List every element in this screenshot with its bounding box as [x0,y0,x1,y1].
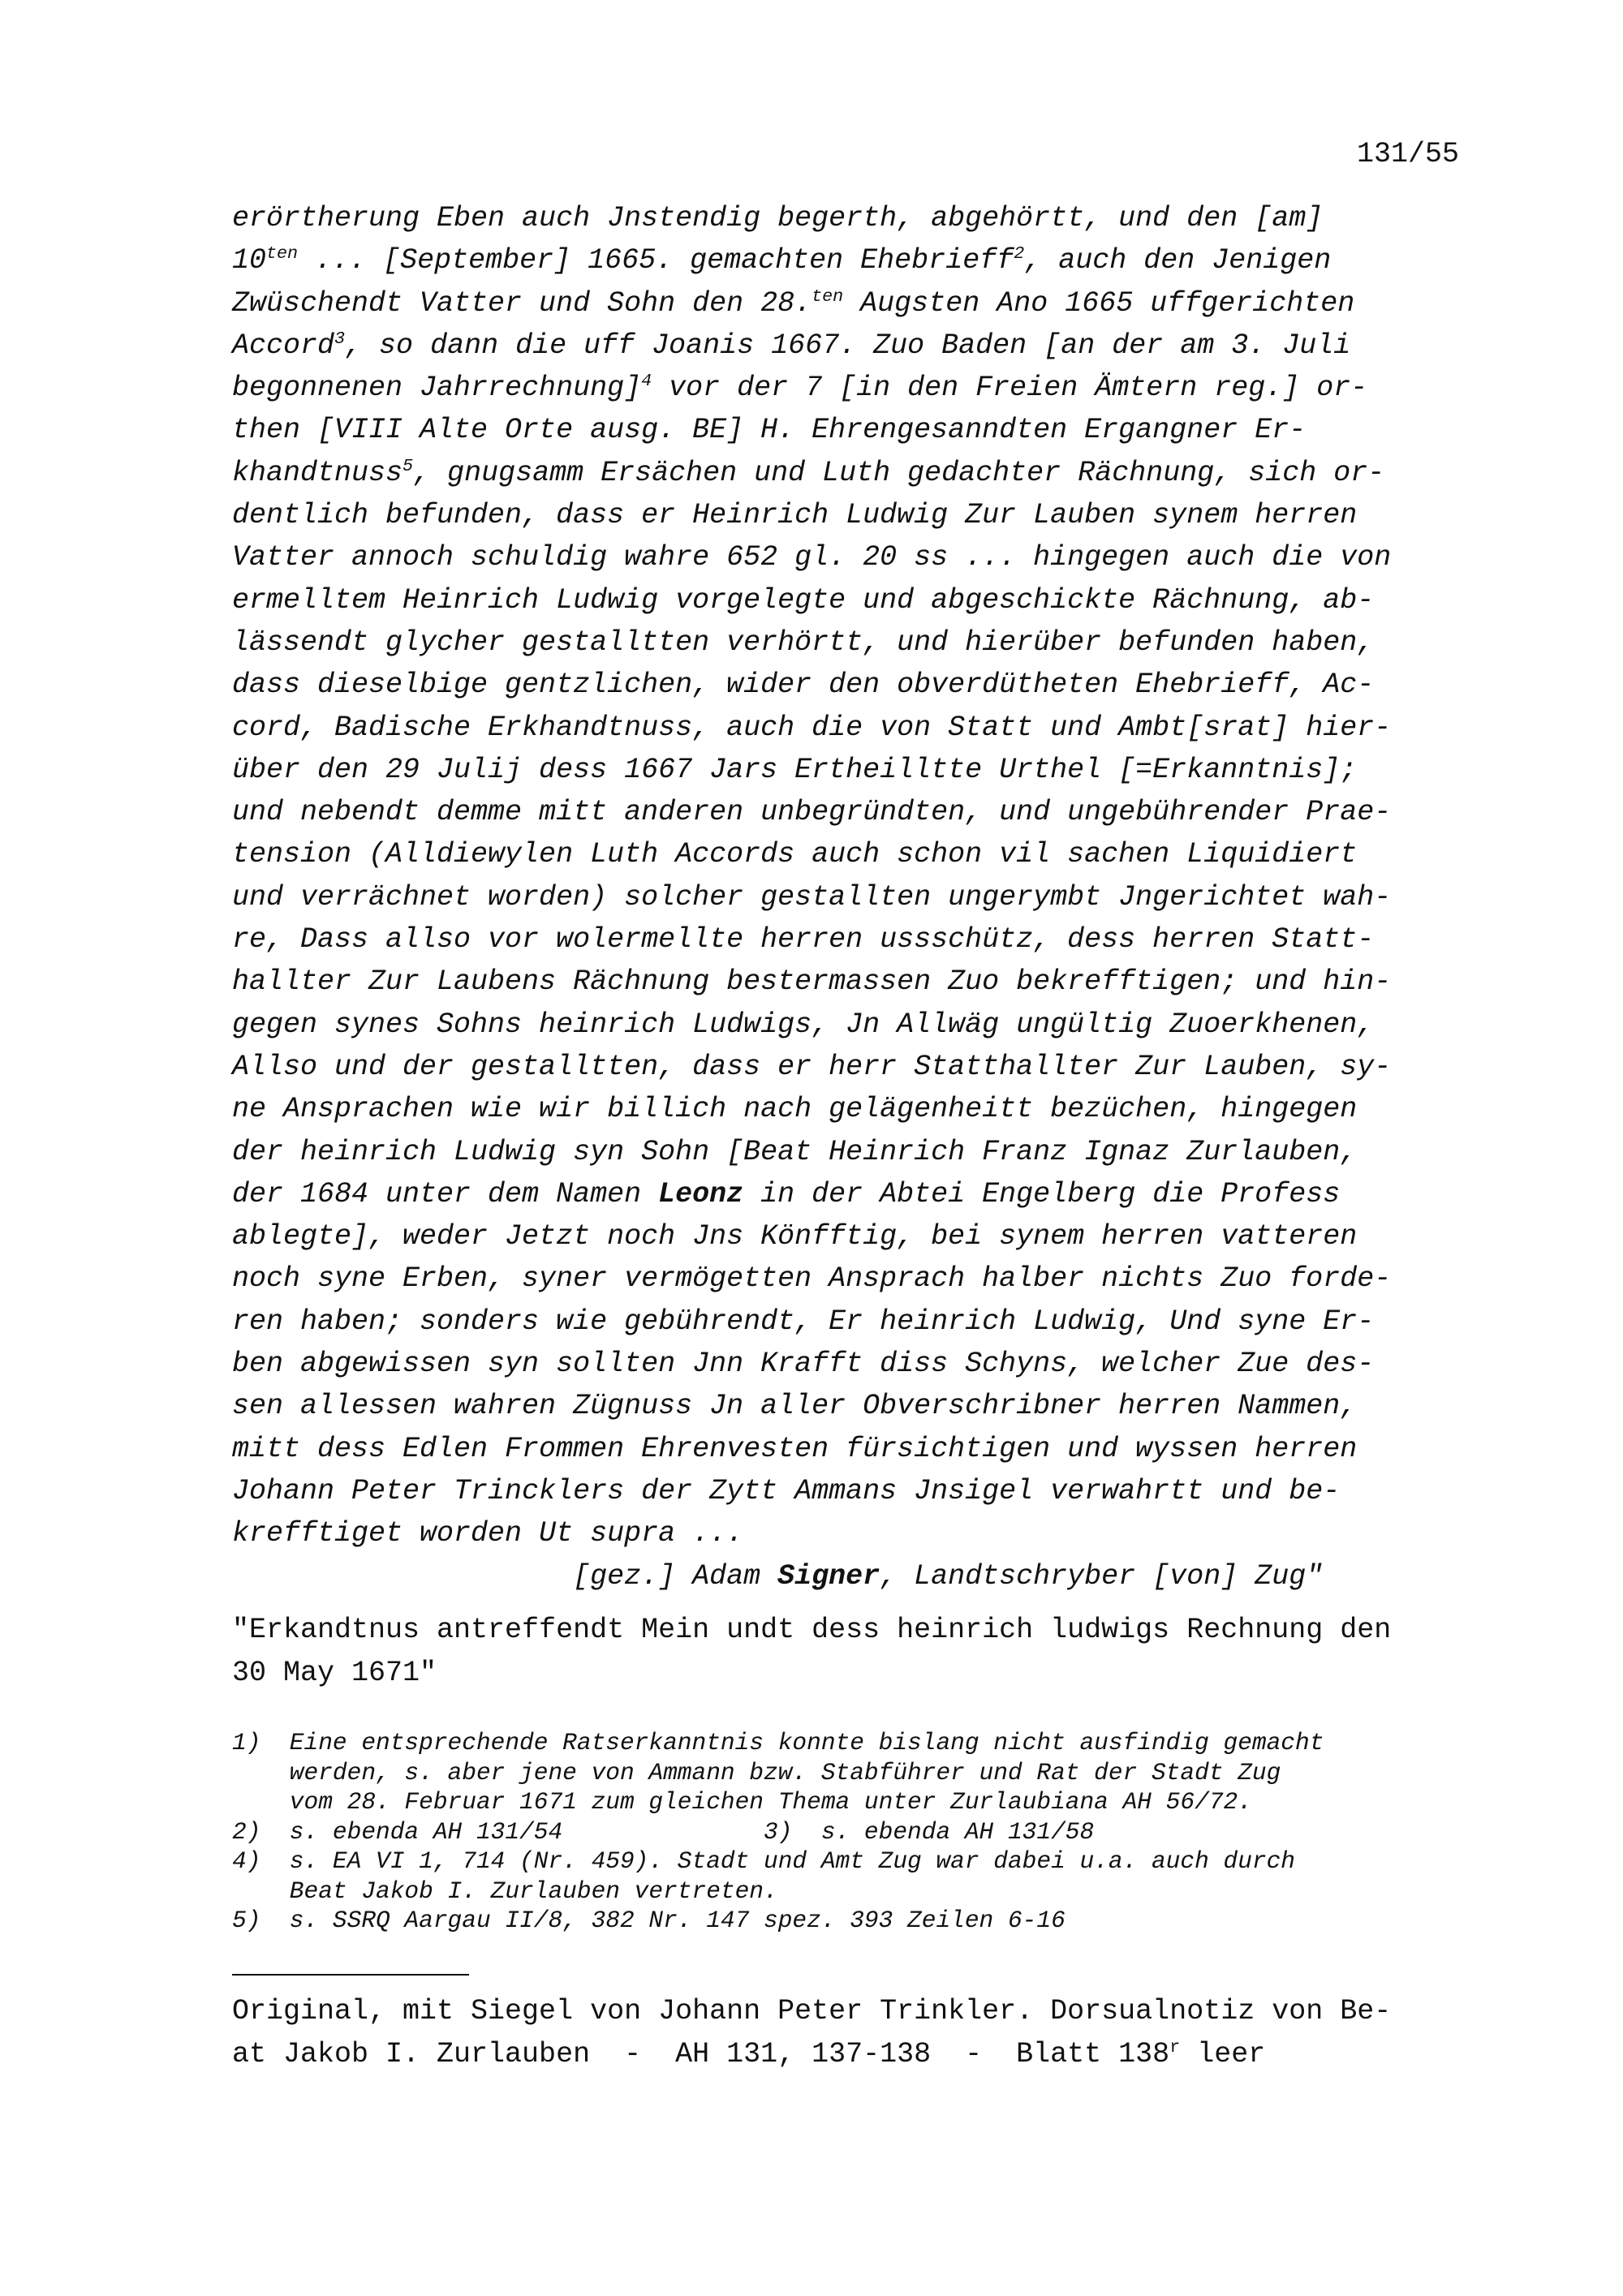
text-segment: 5) s. SSRQ Aargau II/8, 382 Nr. 147 spez. 393 Zeilen 6-16 [232,1907,1065,1934]
transcription-line [232,579,1482,621]
text-segment: über den 29 Julij dess 1667 Jars Ertheilltte Urthel [=Erkanntnis]; [232,753,1358,786]
bold-text: Signer [777,1559,880,1593]
source-note-line [232,1990,1391,2033]
text-segment: at Jakob I. Zurlauben - AH 131, 137-138 - Blatt 138 [232,2038,1170,2070]
transcription-line [232,1131,1482,1173]
superscript: ten [266,243,299,264]
text-segment: leer [1180,2038,1266,2070]
footnotes-line [232,1758,1324,1788]
superscript: 3 [334,328,346,349]
transcription-line [232,1215,1482,1258]
transcription-line [232,833,1482,875]
text-segment: , auch den Jenigen [1024,244,1332,277]
footnotes-line [232,1787,1324,1817]
transcription-line [232,494,1482,536]
superscript: ten [812,286,844,307]
text-segment: then [VIII Alte Orte ausg. BE] H. Ehrengesanndten Ergangner Er- [232,414,1307,447]
transcription-line [232,918,1482,961]
text-segment: vom 28. Februar 1671 zum gleichen Thema unter Zurlaubiana AH 56/72. [232,1788,1252,1816]
text-segment: der 1684 unter dem Namen [232,1177,659,1210]
superscript: r [1169,2037,1181,2058]
text-segment: cord, Badische Erkhandtnuss, auch die von Statt und Ambt[srat] hier- [232,711,1392,744]
text-segment: "Erkandtnus antreffendt Mein undt dess heinrich ludwigs Rechnung den [232,1614,1392,1646]
transcription-line [232,1004,1482,1046]
transcription-line [232,1258,1482,1300]
text-segment: 10 [232,244,267,277]
transcription-line [232,1173,1482,1215]
bold-text: Leonz [658,1177,744,1210]
superscript: 5 [403,455,414,476]
superscript: 2 [1014,243,1025,264]
text-segment: dentlich befunden, dass er Heinrich Ludwig Zur Lauben synem herren [232,499,1358,532]
text-segment: Johann Peter Trincklers der Zytt Ammans Jnsigel verwahrtt und be- [232,1474,1341,1507]
dorsal-note [232,1609,1391,1695]
text-segment: Original, mit Siegel von Johann Peter Trinkler. Dorsualnotiz von Be- [232,1995,1392,2027]
text-segment: erörtherung Eben auch Jnstendig begerth, abgehörtt, und den [am] [232,202,1324,234]
transcription-line [232,664,1482,706]
transcription-line [232,239,1482,282]
text-segment: [gez.] Adam [232,1559,778,1593]
text-segment: begonnenen Jahrrechnung] [232,372,642,405]
transcription-line [232,621,1482,664]
transcription-line [232,282,1482,325]
text-segment: tension (Alldiewylen Luth Accords auch schon vil sachen Liquidiert [232,838,1358,871]
text-segment: sen allessen wahren Zügnuss Jn aller Obverschribner herren Nammen, [232,1390,1358,1423]
transcription-line [232,1088,1482,1130]
text-segment: ermelltem Heinrich Ludwig vorgelegte und abgeschickte Rächnung, ab- [232,583,1375,617]
text-segment: ben abgewissen syn sollten Jnn Krafft diss Schyns, welcher Zue des- [232,1348,1375,1381]
transcription-line [232,1046,1482,1088]
footnotes-line [232,1847,1324,1877]
transcription-line [232,367,1482,409]
text-segment: ablegte], weder Jetzt noch Jns Könfftig, bei synem herren vatteren [232,1220,1358,1253]
footnotes-line [232,1728,1324,1758]
text-segment: ren haben; sonders wie gebührendt, Er heinrich Ludwig, Und syne Er- [232,1305,1375,1338]
transcription-line [232,1470,1482,1512]
text-segment: gegen synes Sohns heinrich Ludwigs, Jn Allwäg ungültig Zuoerkhenen, [232,1008,1375,1041]
transcription-line [232,1555,1482,1597]
transcription-line [232,1343,1482,1385]
text-segment: dass dieselbige gentzlichen, wider den obverdütheten Ehebrieff, Ac- [232,669,1375,702]
text-segment: 1) Eine entsprechende Ratserkanntnis konnte bislang nicht ausfindig gemacht [232,1729,1324,1756]
superscript: 4 [641,371,652,392]
transcription-line [232,536,1482,578]
transcription-line [232,876,1482,918]
footnote-separator-rule [232,1974,469,1976]
transcription-line [232,749,1482,791]
text-segment: ... [September] 1665. gemachten Ehebrieff [298,244,1014,277]
text-segment: , so dann die uff Joanis 1667. Zuo Baden [an der am 3. Juli [345,329,1351,362]
text-segment: krefftiget worden Ut supra ... [232,1517,744,1550]
transcription-line [232,1385,1482,1427]
text-segment: in der Abtei Engelberg die Profess [743,1177,1341,1210]
document-transcription [232,197,1482,1597]
text-segment: , Landtschryber [von] Zug" [880,1559,1324,1593]
text-segment: und verrächnet worden) solcher gestallten ungerymbt Jngerichtet wah- [232,880,1392,914]
transcription-line [232,325,1482,367]
text-segment: 4) s. EA VI 1, 714 (Nr. 459). Stadt und Amt Zug war dabei u.a. auch durch [232,1847,1296,1875]
text-segment: , gnugsamm Ersächen und Luth gedachter Rächnung, sich or- [413,456,1385,489]
transcription-line [232,197,1482,239]
text-segment: lässendt glycher gestalltten verhörtt, und hierüber befunden haben, [232,626,1375,659]
transcription-line [232,452,1482,494]
text-segment: 2) s. ebenda AH 131/54 3) s. ebenda AH 131/58 [232,1817,1095,1846]
text-segment: mitt dess Edlen Frommen Ehrenvesten fürsichtigen und wyssen herren [232,1432,1358,1465]
transcription-line [232,1428,1482,1470]
text-segment: werden, s. aber jene von Ammann bzw. Stabführer und Rat der Stadt Zug [232,1758,1281,1786]
dorsal-line [232,1652,1391,1695]
text-segment: Beat Jakob I. Zurlauben vertreten. [232,1877,778,1905]
text-segment: vor der 7 [in den Freien Ämtern reg.] or- [652,372,1368,405]
transcription-line [232,1301,1482,1343]
footnotes-line [232,1817,1324,1847]
text-segment: Accord [232,329,335,362]
text-segment: re, Dass allso vor wolermellte herren ussschütz, dess herren Statt- [232,923,1375,957]
transcription-line [232,791,1482,833]
dorsal-line [232,1609,1391,1652]
text-segment: Augsten Ano 1665 uffgerichten [843,286,1355,320]
transcription-line [232,961,1482,1003]
transcription-line [232,1512,1482,1554]
page-number: 131/55 [1357,138,1460,170]
text-segment: hallter Zur Laubens Rächnung bestermassen Zuo bekrefftigen; und hin- [232,965,1392,999]
text-segment: und nebendt demme mitt anderen unbegründten, und ungebührender Prae- [232,796,1392,829]
footnotes-line [232,1906,1324,1936]
text-segment: Vatter annoch schuldig wahre 652 gl. 20 ss ... hingegen auch die von [232,541,1392,574]
text-segment: Allso und der gestalltten, dass er herr Statthallter Zur Lauben, sy- [232,1050,1392,1083]
footnotes-line [232,1877,1324,1907]
source-note-line [232,2033,1391,2076]
text-segment: ne Ansprachen wie wir billich nach gelägenheitt bezüchen, hingegen [232,1093,1358,1126]
text-segment: 30 May 1671" [232,1657,437,1689]
footnotes [232,1728,1324,1936]
source-note [232,1990,1391,2076]
transcription-line [232,707,1482,749]
text-segment: noch syne Erben, syner vermögetten Ansprach halber nichts Zuo forde- [232,1262,1392,1296]
text-segment: Zwüschendt Vatter und Sohn den 28. [232,286,812,320]
text-segment: khandtnuss [232,456,403,489]
transcription-line [232,409,1482,451]
text-segment: der heinrich Ludwig syn Sohn [Beat Heinrich Franz Ignaz Zurlauben, [232,1135,1358,1168]
